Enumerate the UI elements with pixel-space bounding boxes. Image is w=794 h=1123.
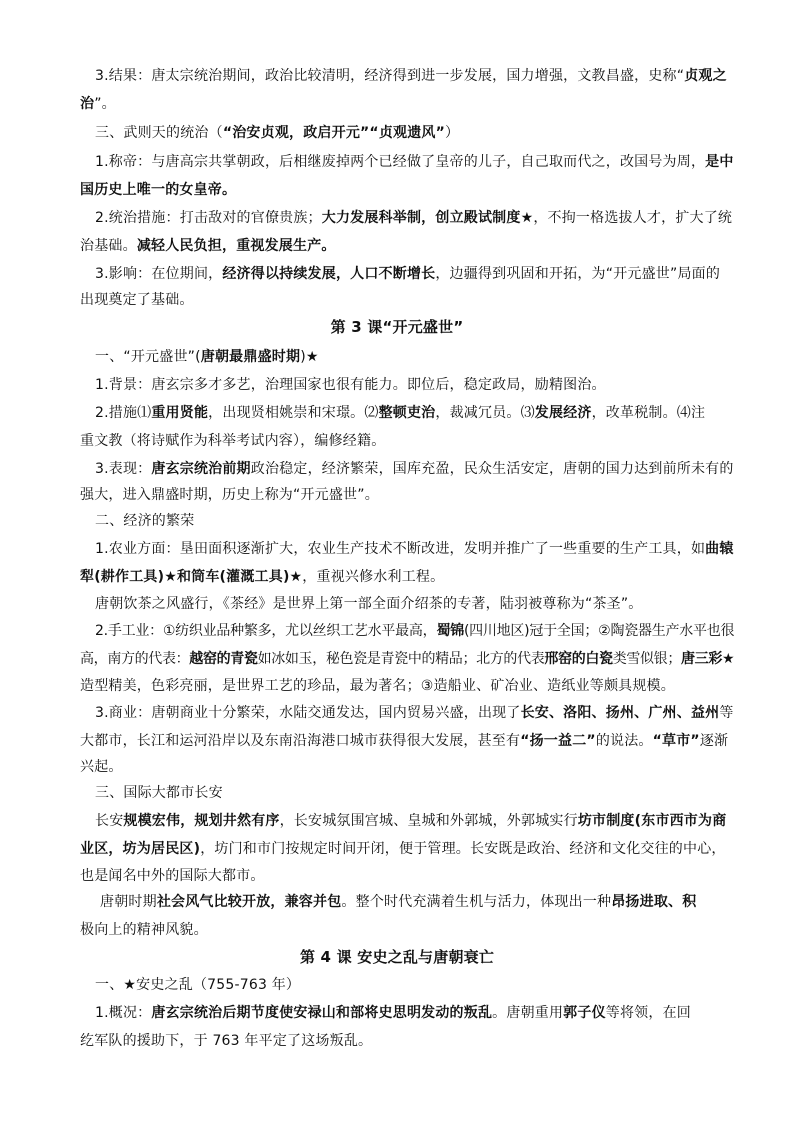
text-segment: 邢窑的白瓷 (544, 651, 613, 667)
text-segment: 第 3 课“开元盛世” (330, 318, 464, 336)
text-segment: 2.措施⑴ (95, 405, 152, 421)
section-heading (95, 511, 194, 531)
text-segment: 减轻人民负担，重视发展生产。 (136, 238, 336, 254)
text-segment: 三、武则天的统治（ (95, 125, 223, 141)
text-segment: 大力发展科举制，创立殿试制度★ (321, 210, 534, 226)
text-line (95, 703, 734, 723)
text-segment: 逐渐 (699, 733, 729, 749)
text-segment: 一、“开元盛世”( (95, 349, 201, 365)
text-segment: 唐朝时期 (100, 894, 157, 910)
text-segment: 曲辕 (705, 541, 734, 557)
text-line (80, 290, 194, 310)
text-segment: 二、经济的繁荣 (95, 513, 195, 529)
text-segment: 1.称帝：与唐高宗共掌朝政，后相继废掉两个已经做了皇帝的儿子，自己取而代之，改国号为周， (95, 154, 706, 170)
text-line (100, 892, 696, 912)
text-segment: 兴起。 (80, 759, 123, 775)
text-line (80, 567, 444, 587)
text-segment: 昂扬进取、积 (611, 894, 697, 910)
text-segment: 。整个时代充满着生机与活力，体现出一种 (341, 894, 612, 910)
text-segment: 社会风气比较开放，兼容并包 (156, 894, 342, 910)
section-heading (95, 783, 223, 803)
text-line (95, 539, 734, 559)
text-segment: 治基础。 (80, 238, 137, 254)
text-segment: 极向上的精神风貌。 (80, 922, 208, 938)
text-segment: 造型精美，色彩亮丽，是世界工艺的珍品，最为著名；③造船业、矿冶业、造纸业等颇具规模。 (80, 678, 675, 694)
text-line (80, 866, 265, 886)
text-segment: 2.手工业：①纺织业品种繁多，尤以丝织工艺水平最高， (95, 623, 437, 639)
text-segment: 是中 (705, 154, 734, 170)
text-segment: 大都市，长江和运河沿岸以及东南沿海港口城市获得很大发展，甚至有 (80, 733, 521, 749)
text-line (80, 649, 734, 669)
text-segment: 一、★安史之乱（755-763 年） (95, 977, 301, 993)
text-line (80, 920, 208, 940)
text-segment: 强大，进入鼎盛时期，历史上称为“开元盛世”。 (80, 487, 379, 503)
text-line (95, 208, 732, 228)
text-segment: 等 (719, 705, 734, 721)
text-segment: )★ (300, 349, 319, 365)
text-segment: 越窑的青瓷 (189, 651, 258, 667)
text-segment: “扬一益二” (520, 733, 596, 749)
text-segment: 也是闻名中外的国际大都市。 (80, 868, 265, 884)
text-line (95, 403, 705, 423)
text-segment: 3.结果：唐太宗统治期间，政治比较清明，经济得到进一步发展，国力增强，文教昌盛，史称“ (95, 68, 685, 84)
text-segment: 出现奠定了基础。 (80, 292, 194, 308)
text-line (80, 180, 236, 200)
text-segment: 唐朝最鼎盛时期 (200, 349, 301, 365)
text-line (80, 839, 726, 859)
text-segment: 唐玄宗统治前期 (151, 461, 251, 477)
section-heading (95, 123, 459, 143)
text-segment: ，边疆得到巩固和开拓，为“开元盛世”局面的 (435, 266, 721, 282)
text-segment: 唐玄宗统治后期节度使安禄山和部将史思明发动的叛乱 (151, 1005, 493, 1021)
text-segment: ，出现贤相姚崇和宋璟。⑵ (208, 405, 379, 421)
text-segment: ，改革税制。⑷注 (591, 405, 706, 421)
text-line (95, 1003, 691, 1023)
text-segment: 坊市制度(东市西市为商 (577, 813, 727, 829)
text-segment: 1.农业方面：垦田面积逐渐扩大，农业生产技术不断改进，发明并推广了一些重要的生产工具，如 (95, 541, 706, 557)
text-line (80, 431, 385, 451)
text-segment: 3.商业：唐朝商业十分繁荣，水陆交通发达，国内贸易兴盛，出现了 (95, 705, 521, 721)
text-line (80, 485, 379, 505)
text-segment: 唐朝饮茶之风盛行，《茶经》是世界上第一部全面介绍茶的专著，陆羽被尊称为“茶圣”。 (95, 596, 643, 612)
lesson-title (0, 317, 794, 337)
text-segment: 犁(耕作工具)★和筒车(灌溉工具)★ (80, 569, 303, 585)
text-line (95, 811, 726, 831)
text-segment: 1.概况： (95, 1005, 152, 1021)
text-line (95, 594, 643, 614)
text-segment: “治安贞观，政启开元”“贞观遗风” (222, 125, 446, 141)
text-segment: 高，南方的代表： (80, 651, 190, 667)
text-segment: 长安 (95, 813, 124, 829)
text-segment: 整顿吏治 (378, 405, 436, 421)
text-line (80, 757, 123, 777)
text-segment: 治 (80, 96, 95, 112)
text-segment: ”。 (94, 96, 116, 112)
section-heading (95, 347, 319, 367)
text-segment: ，裁减冗员。⑶ (435, 405, 535, 421)
text-segment: 的说法。 (595, 733, 653, 749)
section-heading (95, 975, 300, 995)
text-segment: 经济得以持续发展，人口不断增长 (222, 266, 436, 282)
text-segment: ，不拘一格选拔人才，扩大了统 (533, 210, 733, 226)
text-segment: ，长安城氛围宫城、皇城和外郭城，外郭城实行 (279, 813, 578, 829)
text-segment: 长安、洛阳、扬州、广州、益州 (520, 705, 720, 721)
text-segment: 如冰如玉，秘色瓷是青瓷中的精品；北方的代表 (257, 651, 545, 667)
text-segment: 纥军队的援助下，于 763 年平定了这场叛乱。 (80, 1033, 373, 1049)
text-segment: 郭子仪 (563, 1005, 606, 1021)
text-segment: 类雪似银； (612, 651, 681, 667)
text-segment: 2.统治措施：打击敌对的官僚贵族； (95, 210, 322, 226)
text-segment: ） (445, 125, 460, 141)
text-line (80, 1031, 372, 1051)
text-segment: 。唐朝重用 (492, 1005, 564, 1021)
text-line (95, 66, 727, 86)
text-segment: 规模宏伟，规划井然有序 (123, 813, 280, 829)
text-line (80, 94, 116, 114)
text-line (95, 375, 606, 395)
text-segment: 3.影响：在位期间， (95, 266, 223, 282)
text-segment: 业区，坊为居民区) (80, 841, 201, 857)
text-segment: 等将领，在回 (605, 1005, 691, 1021)
text-segment: 发展经济 (534, 405, 592, 421)
text-segment: 三、国际大都市长安 (95, 785, 223, 801)
lesson-title (0, 947, 794, 967)
text-line (80, 676, 675, 696)
text-segment: 国历史上唯一的女皇帝。 (80, 182, 237, 198)
text-line (80, 236, 336, 256)
text-segment: 重文教（将诗赋作为科举考试内容），编修经籍。 (80, 433, 386, 449)
text-line (95, 264, 720, 284)
text-segment: “草市” (652, 733, 700, 749)
text-segment: ，坊门和市门按规定时间开闭，便于管理。长安既是政治、经济和文化交往的中心， (200, 841, 726, 857)
text-line (80, 731, 728, 751)
text-segment: 唐三彩★ (681, 651, 735, 667)
text-segment: 政治稳定，经济繁荣，国库充盈，民众生活安定，唐朝的国力达到前所未有的 (250, 461, 734, 477)
text-segment: 重用贤能 (151, 405, 209, 421)
text-segment: ，重视兴修水利工程。 (302, 569, 445, 585)
text-segment: (四川地区)冠于全国；②陶瓷器生产水平也很 (463, 623, 735, 639)
text-line (95, 459, 734, 479)
text-segment: 3.表现： (95, 461, 152, 477)
text-segment: 贞观之 (684, 68, 727, 84)
text-segment: 蜀锦 (436, 623, 464, 639)
text-segment: 1.背景：唐玄宗多才多艺，治理国家也很有能力。即位后，稳定政局，励精图治。 (95, 377, 606, 393)
text-segment: 第 4 课 安史之乱与唐朝衰亡 (299, 948, 495, 966)
text-line (95, 621, 734, 641)
text-line (95, 152, 734, 172)
